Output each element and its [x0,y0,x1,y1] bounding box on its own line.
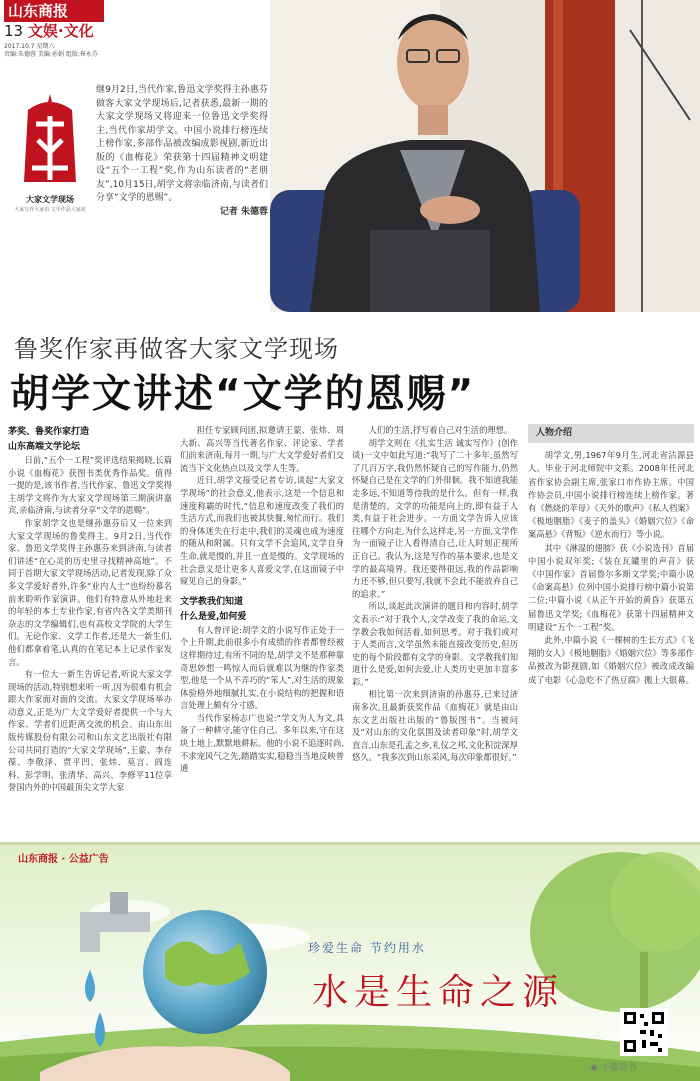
intro-lead [4,84,268,312]
subhead: 茅奖、鲁奖作家打造 [8,427,90,437]
subhead: 什么是爱,如何爱 [180,611,247,622]
article-paragraph: 当代作家杨志广也说:“学文为人为文,具备了一种耕守,能守住自己。多年以来,守在这块土地上,默默地耕耘。他的小说不追逐时尚,不求宠风气之先,踏踏实实,稳稳当当地反映普通 [180,712,344,774]
author-portrait-illustration [270,0,700,312]
subhead: 文学教我们知道 [180,596,244,607]
article-column-1 [8,424,172,794]
qr-code-icon [622,1010,666,1054]
section-number: 13 [4,22,24,40]
section-line [4,22,94,40]
article-paragraph: 所以,谈起此次演讲的题目和内容时,胡学文表示:“对于我个人,文学改变了我的命运,文学教会我如何活着,如何思考。对于我们或对于人类而言,文学虽然未能直接改变历史,但历史的每个阶段都有文学的身影。文学教我们知道什么是爱,如何去爱,让人类历史更加丰富多彩。” [352,601,518,687]
article-paragraph: 有一位大一新生告诉记者,听说大家文学现场的活动,特别想来听一听,因为很难有机会跟大作家面对面的交流。大家文学现场举办动意义,正是为广大文学爱好者提供一个与大作家、学者们近距离交流的机会。由山东出版传媒股份有限公司和山东文艺出版社有限公司共同打造的“大家文学现场”,王蒙、李存葆、李敬泽、贾平凹、张炜、莫言、阎连科、彭学明、张清华、高兴、李修平11位享誉国内外的中国最顶尖文学大家 [8,669,172,793]
water-ad [0,842,700,1081]
profile-paragraph: 胡学文,男,1967年9月生,河北省沽源县人。毕业于河北师院中文系。2008年任河北省作家协会副主席,张家口市作协主席。中国作协会员,中国小说排行榜连续上榜作家。著有《燃烧的苹母》《天外的歌声》《私人档案》《极地胭脂》《麦子的盖头》《婚姻穴位》《命案高悬》《背叛》《逆水而行》等小说。 [528,450,694,540]
logo-spacer [4,84,96,228]
qr-code[interactable] [620,1008,668,1056]
paper-name: 山东商报 [4,0,104,22]
article-paragraph: 人们的生活,抒写着自己对生活的理想。 [368,425,513,435]
ad-slogan: 珍爱生命 节约用水 [308,941,426,955]
profile-body [528,449,694,687]
profile-paragraph: 其中《淋湿的翅膀》获《小说选刊》首届中国小说双年奖;《装在瓦罐里的声音》获《中国作家》首届鲁尔多斯文学奖;中篇小说《命案高悬》位列中国小说排行榜中篇小说第二位;中篇小说《从正午开始的黄昏》获第五届鲁迅文学奖;《血梅花》获第十四届精神文明建设“五个一工程”奖。 [528,542,694,632]
ad-title: 水是生命之源 [312,972,565,1013]
profile-paragraph: 此外,中篇小说《一棵树的生长方式》《飞翔的女人》《极地胭脂》《婚姻穴位》等多部作品被改为影视剧,如《婚姻穴位》被改成改编成了电影《心急吃不了热豆腐》搬上大银幕。 [528,635,694,685]
subhead: 山东高端文学论坛 [8,442,81,452]
masthead [0,0,268,56]
intro-text: 继9月2日,当代作家,鲁迅文学奖得主孙惠芬做客大家文学现场后,记者获悉,最新一期的大家文学现场又将迎来一位鲁迅文学奖得主,当代作家胡学文。中国小说排行榜连续上榜作家,多部作品被改编成影视剧,新近出版的《血梅花》荣获第十四届精神文明建设“五个一工程”奖,作为山东读者的“老朋友”,10月15日,胡学文将亲临济南,与读者们分享“文学的恩赐”。 [96,85,268,203]
article-paragraph: 胡学文则在《扎实生活 诚实写作》(创作谈)一文中如此写道:“我写了二十多年,虽然写了几百万字,我仍然怀疑自己的写作能力,仍然怀疑自己是在文学的门外徘徊。我不知道我能走多远,不知道等待我的是什么。但有一样,我是清楚的。文学的功能是向上的,即有益于人类,有益于社会进步。一方面文学告诉人应该往哪个方向走,为什么这样走,另一方面,文学作为一面镜子让人看得清自己,让人时刻正视所正自己。我认为,这是写作的基本要求,也是文学的最高境界。我还要得很远,我的作品影响力还不够,但只要写,我就不会此不能放弃自己的追求。” [352,437,518,599]
profile-header: 人物介绍 [528,424,694,443]
article-paragraph: 近日,胡学文接受记者专访,谈起“大家文学现场”的社会意义,他表示,这是一个信息和速度称霸的时代,“信息和速度改变了我们的生活方式,而我们也被其快餐,匆忙而行。我们的身体迷失在行走中,我们的灵魂也成为速度的随从和附属。只有文学不会追风,文学自身生命,就是慢的,并且一直是慢的。文学现场的社会意义是让更多人喜爱文学,在这面镜子中窥见自己的身影。” [180,475,344,587]
author-profile [528,424,694,687]
article-paragraph: 作家胡学文也是继孙惠芬后又一位来到大家文学现场的鲁奖得主。9月2日,当代作家、鲁迅文学奖得主孙惠芬来到济南,与读者们讲述“在心灵的历史里寻找精神高地”。不同于首期大家文学现场活动,记者发现,除了众多文学爱好者外,许多“业内人士”也纷纷慕名前来聆听作家演讲。他们有特意从外地赶来的年轻的本土专业作家,有省内各文学类期刊杂志的文学编辑们,也有高校文学院的大学生们。无论作家、文学工作者,还是大一新生们,他们都拿着笔,认真的在笔记本上记录作家发言。 [8,517,172,667]
water-ad-background [0,842,700,1081]
event-logo-title: 大家文学现场 [26,195,74,204]
author-photo [270,0,700,312]
article-paragraph: 担任专家顾问团,拟邀请王蒙、张炜、周大新、高兴等当代著名作家、评论家、学者们前来济南,每月一期,与广大文学爱好者们交流当下文化热点以及文学人生等。 [180,425,344,473]
headline-main: 胡学文讲述“文学的恩赐” [10,372,476,417]
article-paragraph: 有人曾评论:胡学文的小说写作正处于一个上升期,此前很多小有成绩的作者都曾经被这样期待过,有所不同的是,胡学文不是那种靠奇思妙想一鸣惊人而后就难以为继的作家类型,他是一个从不弄巧的“笨人”,对生活的现象体验格外地细腻扎实,在小说结构的把握和语言处理上颇有分寸感。 [180,624,344,711]
byline: 记者 朱德蓉 [219,206,268,217]
ad-tag: 山东商报 · 公益广告 [18,854,109,865]
article-column-2 [180,424,344,775]
wechat-icon: ◉ [590,1063,601,1073]
section-name: 文娱·文化 [27,22,94,40]
headline-kicker: 鲁奖作家再做客大家文学现场 [14,335,339,363]
article-paragraph: 日前,“五个一工程”奖评选结果揭晓,长篇小说《血梅花》获图书类优秀作品奖。值得一提的是,该书作者,当代作家、鲁迅文学奖得主胡学文将作为大家文学现场第三期演讲嘉宾,亲临济南,与读者分享“文学的恩赐”。 [8,455,172,516]
account-watermark [590,1060,637,1073]
event-logo-subtitle: 大家写作大家看 文学作品大家谈 [14,207,86,213]
watermark-text: 小德说书 [600,1063,637,1073]
issue-date: 2017.10.7 星期六 [4,43,55,50]
article-column-3 [352,424,518,764]
article-paragraph: 相比第一次来到济南的孙惠芬,已来过济南多次,且最新获奖作品《血梅花》就是由山东文艺出版社出版的“鲁版图书”。当被问及“对山东的文化氛围及读者印象”时,胡学文直言,山东是孔孟之乡,礼仪之邦,文化积淀深厚悠久。“我多次到山东采风,每次印象都很好。” [352,689,518,763]
editor-credits: 责编:朱德蓉 美编:孙娟 组版:崔永芬 [4,51,98,58]
